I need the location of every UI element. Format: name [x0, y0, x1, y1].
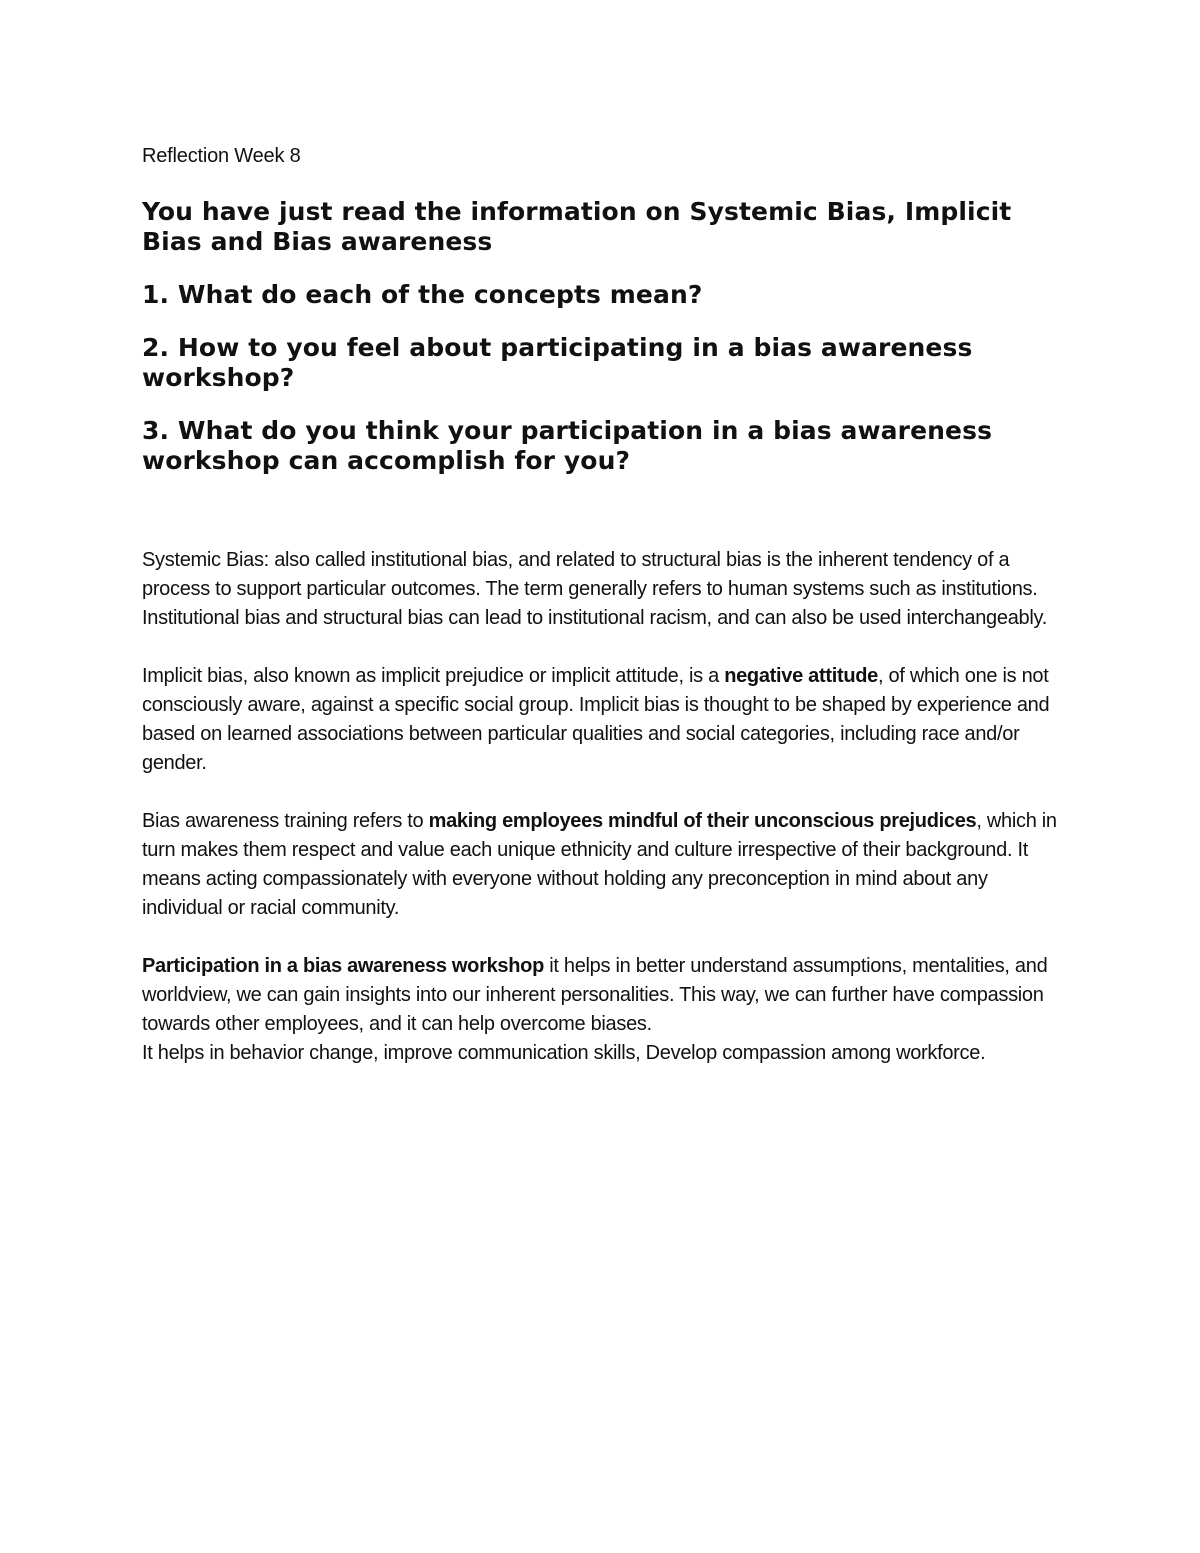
implicit-bias-bold-term: negative attitude [724, 665, 879, 687]
question-2: 2. How to you feel about participating in a bias awareness workshop? [142, 333, 973, 392]
implicit-bias-paragraph [142, 662, 1062, 778]
participation-text: it helps in better understand assumptions, mentalities, and worldview, we can gain insights into our inherent personalities. This way, we can further have compassion towards other employees, and it can help overcome biases. [142, 955, 1048, 1035]
participation-bold-phrase: Participation in a bias awareness workshop [142, 955, 544, 977]
question-3: 3. What do you think your participation in a bias awareness workshop can accomplish for you? [142, 416, 993, 475]
implicit-bias-text-end: , of which one is not consciously aware, against a specific social group. Implicit bias is thought to be shaped by experience and based on learned associations between particular qualities and social categories, including race and/or gender. [142, 665, 1050, 774]
bias-awareness-text-start: Bias awareness training refers to [142, 810, 429, 832]
participation-paragraph [142, 952, 1062, 1068]
document-title: Reflection Week 8 [142, 145, 301, 167]
participation-second-line: It helps in behavior change, improve communication skills, Develop compassion among workforce. [142, 1042, 986, 1064]
question-1: 1. What do each of the concepts mean? [142, 280, 703, 309]
bias-awareness-bold-phrase: making employees mindful of their unconscious prejudices [428, 810, 977, 832]
intro-prompt: You have just read the information on Systemic Bias, Implicit Bias and Bias awareness [142, 197, 1012, 256]
bias-awareness-text-end: , which in turn makes them respect and value each unique ethnicity and culture irrespective of their background. It means acting compassionately with everyone without holding any preconception in mind about any individual or racial community. [142, 810, 1057, 919]
systemic-bias-text: Systemic Bias: also called institutional bias, and related to structural bias is the inherent tendency of a process to support particular outcomes. The term generally refers to human systems such as institutions. Institutional bias and structural bias can lead to institutional racism, and can also be used interchangeably. [142, 549, 1047, 629]
document-body [142, 142, 1062, 1097]
bias-awareness-paragraph [142, 807, 1062, 923]
implicit-bias-text-start: Implicit bias, also known as implicit prejudice or implicit attitude, is a [142, 665, 725, 687]
systemic-bias-paragraph [142, 546, 1062, 633]
